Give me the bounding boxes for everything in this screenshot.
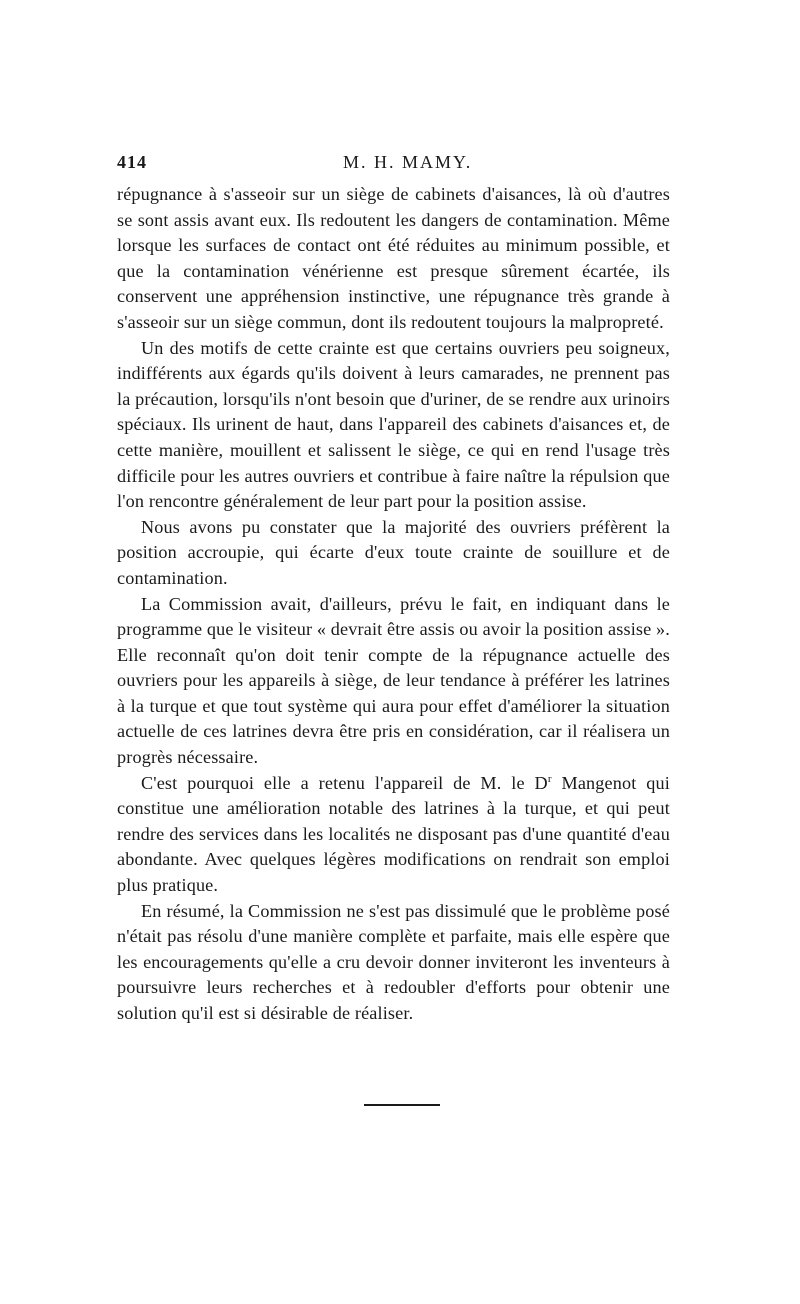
running-head: M. H. MAMY. — [343, 152, 473, 172]
paragraph-text-start: C'est pourquoi elle a retenu l'appareil de M. le D — [141, 772, 548, 793]
body-text — [117, 182, 670, 1027]
paragraph: La Commission avait, d'ailleurs, prévu le fait, en indiquant dans le programme que le visiteur « devrait être assis ou avoir la position assise ». Elle reconnaît qu'on doit tenir compte de la répugnance actuelle des ouvriers pour les appareils à siège, de leur tendance à préférer les latrines à la turque et que tout système qui aura pour effet d'améliorer la situation actuelle de ces latrines devra être pris en considération, car il réalisera un progrès nécessaire. — [117, 593, 671, 768]
closing-rule — [364, 1104, 440, 1106]
paragraph: En résumé, la Commission ne s'est pas dissimulé que le problème posé n'était pas résolu d'une manière complète et parfaite, mais elle espère que les encouragements qu'elle a cru devoir donner inviteront les inventeurs à poursuivre leurs recherches et à redoubler d'efforts pour obtenir une solution qu'il est si désirable de réaliser. — [117, 900, 670, 1023]
page-number: 414 — [117, 152, 147, 172]
paragraph: Nous avons pu constater que la majorité des ouvriers préfèrent la position accroupie, qui écarte d'eux toute crainte de souillure et de contamination. — [117, 516, 670, 588]
book-page — [117, 152, 670, 1027]
paragraph — [117, 771, 670, 899]
paragraph-text-end: Mangenot qui constitue une amélioration notable des latrines à la turque, et qui peut rendre des services dans les localités ne disposant pas d'une quantité d'eau abondante. Avec quelques légères modifications on rendrait son emploi plus pratique. — [117, 772, 670, 896]
page-header — [117, 152, 670, 176]
paragraph: répugnance à s'asseoir sur un siège de cabinets d'aisances, là où d'autres se sont assis avant eux. Ils redoutent les dangers de contamination. Même lorsque les surfaces de contact ont été réduites au minimum possible, et que la contamination vénérienne est presque sûrement écartée, ils conservent une appréhension instinctive, une répugnance très grande à s'asseoir sur un siège commun, dont ils redoutent toujours la malpropreté. — [117, 184, 670, 332]
paragraph: Un des motifs de cette crainte est que certains ouvriers peu soigneux, indifférents aux égards qu'ils doivent à leurs camarades, ne prennent pas la précaution, lorsqu'ils n'ont besoin que d'uriner, de se rendre aux urinoirs spéciaux. Ils urinent de haut, dans l'appareil des cabinets d'aisances et, de cette manière, mouillent et salissent le siège, ce qui en rend l'usage très difficile pour les autres ouvriers et contribue à faire naître la répulsion que l'on rencontre généralement de leur part pour la position assise. — [117, 337, 670, 512]
doctor-abbreviation-superscript: r — [547, 772, 552, 785]
